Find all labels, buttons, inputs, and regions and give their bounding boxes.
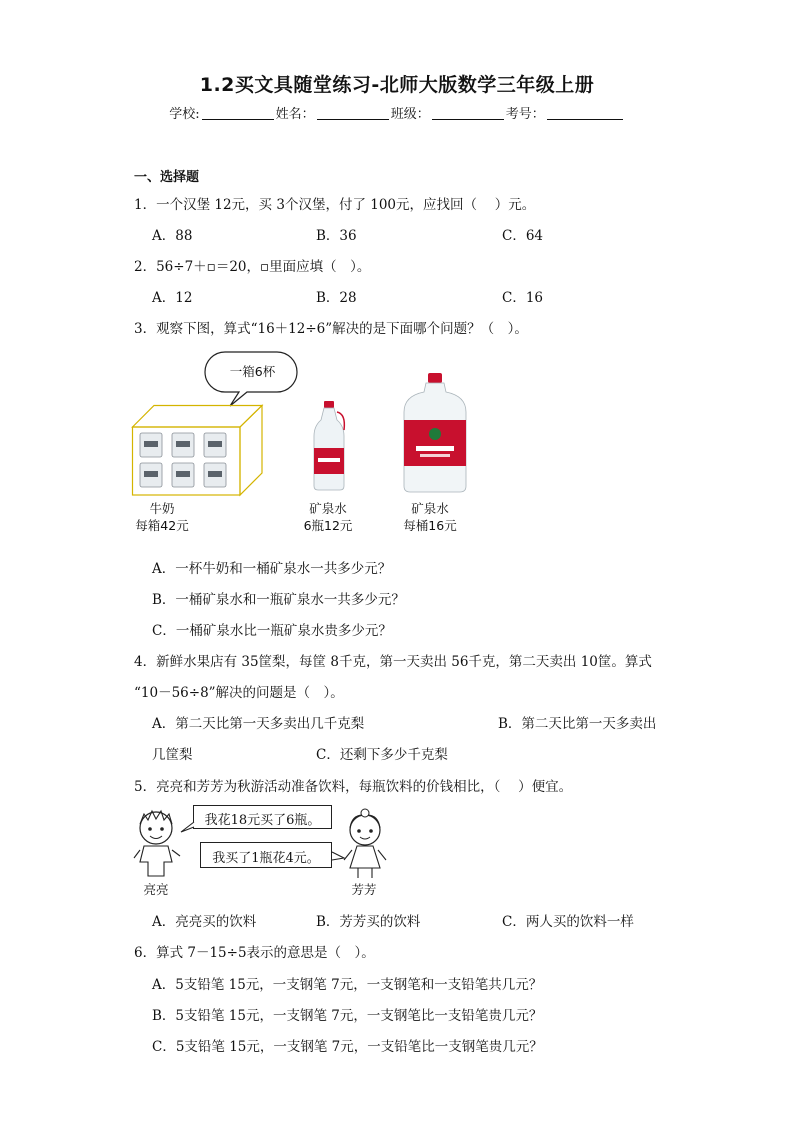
q1-option-b[interactable]: B．36 (316, 228, 357, 244)
q6-option-c[interactable]: C．5支铅笔 15元，一支钢笔 7元，一支铅笔比一支钢笔贵几元？ (152, 1039, 543, 1055)
q4-option-c[interactable]: C．还剩下多少千克梨 (316, 747, 448, 763)
barrel-price: 每桶16元 (403, 518, 457, 533)
student-info-line (0, 103, 794, 122)
page-title: 1.2买文具随堂练习-北师大版数学三年级上册 (199, 74, 595, 96)
boy-speech-pointer (180, 820, 196, 834)
girl-speech-text: 我买了1瓶花4元。 (212, 851, 320, 866)
q4-option-a[interactable]: A．第二天比第一天多卖出几千克梨 (152, 716, 365, 732)
class-label: 班级： (390, 107, 430, 122)
milk-label: 牛奶 (149, 501, 175, 516)
q2-option-b[interactable]: B．28 (316, 290, 357, 306)
q6-option-b[interactable]: B．5支铅笔 15元，一支钢笔 7元，一支钢笔比一支铅笔贵几元？ (152, 1008, 543, 1024)
q1-stem: 1．一个汉堡 12元，买 3个汉堡，付了 100元，应找回（ ）元。 (134, 197, 536, 213)
q2-option-a[interactable]: A．12 (152, 290, 193, 306)
q2-option-c[interactable]: C．16 (502, 290, 544, 306)
school-blank[interactable] (202, 107, 274, 120)
q6-stem: 6．算式 7－15÷5表示的意思是（ ）。 (134, 945, 375, 961)
q3-option-b[interactable]: B．一桶矿泉水和一瓶矿泉水一共多少元？ (152, 592, 405, 608)
q4-option-b-line1[interactable]: B．第二天比第一天多卖出 (498, 716, 657, 732)
q6-option-a[interactable]: A．5支铅笔 15元，一支钢笔 7元，一支钢笔和一支铅笔共几元？ (152, 977, 543, 993)
q5-option-c[interactable]: C．两人买的饮料一样 (502, 914, 634, 930)
bottle-label: 矿泉水 (309, 501, 347, 516)
q3-option-c[interactable]: C．一桶矿泉水比一瓶矿泉水贵多少元？ (152, 623, 392, 639)
q1-option-a[interactable]: A．88 (152, 228, 193, 244)
number-blank[interactable] (547, 107, 623, 120)
girl-name: 芳芳 (351, 882, 377, 897)
boy-speech-text: 我花18元买了6瓶。 (204, 813, 321, 828)
q5-option-a[interactable]: A．亮亮买的饮料 (152, 914, 257, 930)
q5-stem: 5．亮亮和芳芳为秋游活动准备饮料，每瓶饮料的价钱相比，（ ）便宜。 (134, 779, 573, 795)
q2-stem: 2．56÷7＋▫＝20，▫里面应填（ ）。 (134, 259, 371, 275)
section-heading: 一、选择题 (134, 170, 200, 185)
q4-stem-line1: 4．新鲜水果店有 35筐梨，每筐 8千克，第一天卖出 56千克，第二天卖出 10筐。算式 (134, 654, 652, 670)
q1-option-c[interactable]: C．64 (502, 228, 544, 244)
school-label: 学校: (169, 107, 200, 122)
q4-option-b-line2[interactable]: 几筐梨 (152, 747, 193, 763)
q3-bubble-text: 一箱6杯 (229, 364, 276, 379)
water-barrel-illustration (400, 372, 470, 494)
name-label: 姓名： (275, 107, 315, 122)
barrel-label: 矿泉水 (411, 501, 449, 516)
milk-price: 每箱42元 (135, 518, 189, 533)
q5-option-b[interactable]: B．芳芳买的饮料 (316, 914, 421, 930)
boy-name: 亮亮 (143, 882, 169, 897)
water-bottle-illustration (310, 400, 350, 492)
class-blank[interactable] (432, 107, 504, 120)
q3-option-a[interactable]: A．一杯牛奶和一桶矿泉水一共多少元？ (152, 561, 392, 577)
bottle-price: 6瓶12元 (303, 518, 353, 533)
q3-stem: 3．观察下图，算式“16＋12÷6”解决的是下面哪个问题？（ ）。 (134, 321, 528, 337)
number-label: 考号： (505, 107, 545, 122)
girl-illustration (340, 806, 390, 882)
q3-speech-bubble (205, 350, 300, 410)
q4-stem-line2: “10－56÷8”解决的问题是（ ）。 (134, 685, 344, 701)
name-blank[interactable] (317, 107, 389, 120)
boy-illustration (134, 806, 184, 882)
milk-box-illustration (132, 405, 264, 497)
